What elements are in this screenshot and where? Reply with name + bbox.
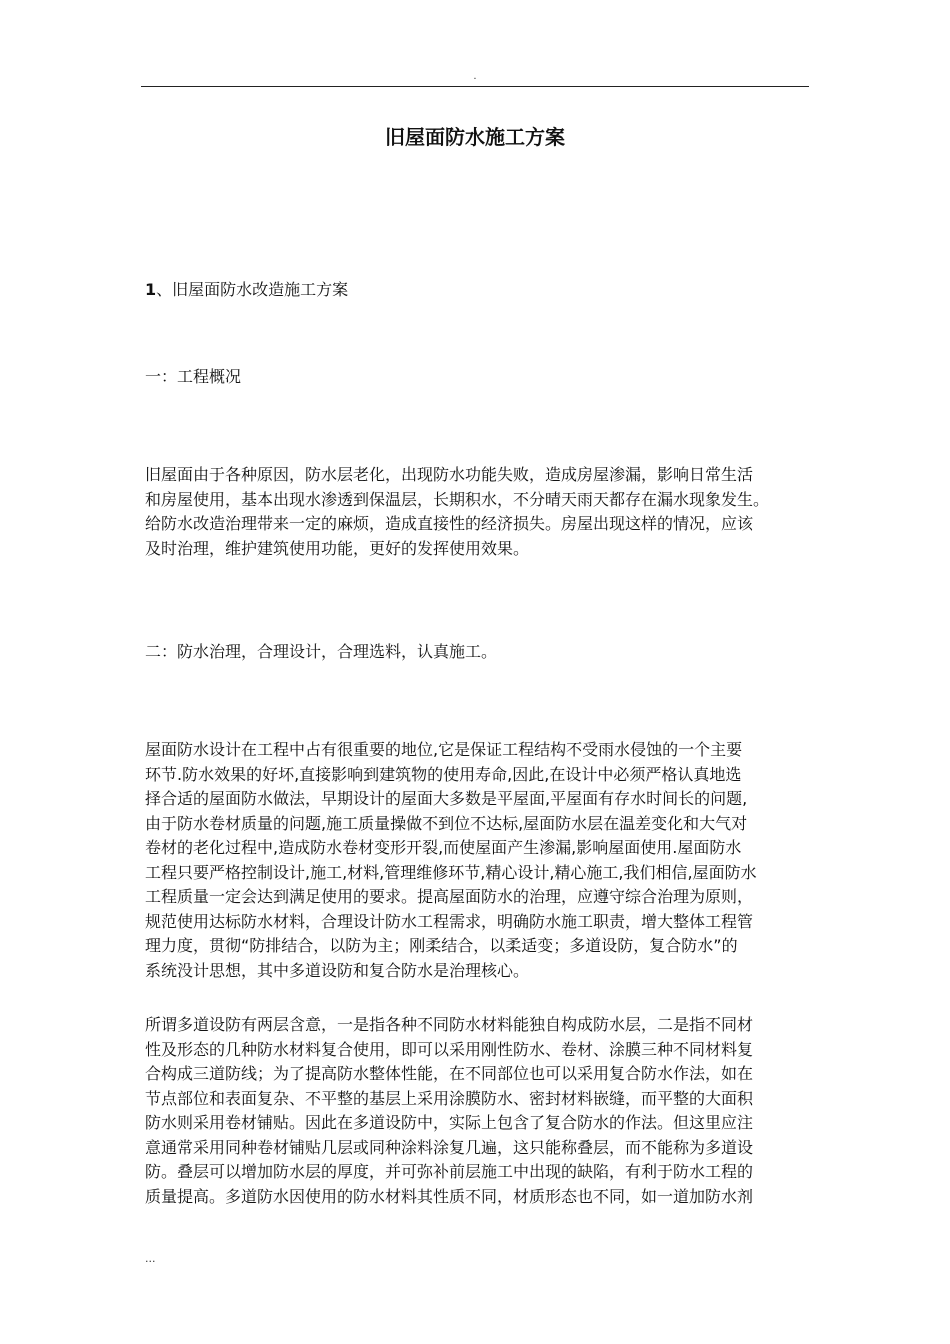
paragraph-line: 工程只要严格控制设计,施工,材料,管理维修环节,精心设计,精心施工,我们相信,屋面防水 xyxy=(145,862,757,882)
heading-treatment: 二：防水治理，合理设计，合理选料，认真施工。 xyxy=(145,642,498,661)
heading-overview: 一：工程概况 xyxy=(145,367,242,386)
paragraph-line: 所谓多道设防有两层含意，一是指各种不同防水材料能独自构成防水层，二是指不同材 xyxy=(145,1015,754,1034)
section-1-text: 、旧屋面防水改造施工方案 xyxy=(156,280,349,299)
paragraph-line: 防水则采用卷材铺贴。因此在多道设防中，实际上包含了复合防水的作法。但这里应注 xyxy=(145,1113,754,1132)
paragraph-line: 性及形态的几种防水材料复合使用，即可以采用刚性防水、卷材、涂膜三种不同材料复 xyxy=(145,1039,754,1059)
header-mark: . xyxy=(473,71,477,82)
section-1-heading xyxy=(145,279,348,301)
paragraph-line: 理力度，贯彻“防排结合，以防为主；刚柔结合，以柔适变；多道设防，复合防水”的 xyxy=(145,936,738,955)
paragraph-line: 规范使用达标防水材料，合理设计防水工程需求，明确防水施工职责，增大整体工程管 xyxy=(145,911,754,931)
paragraph-line: 卷材的老化过程中,造成防水卷材变形开裂,而使屋面产生渗漏,影响屋面使用.屋面防水 xyxy=(145,838,742,857)
paragraph-line: 择合适的屋面防水做法，早期设计的屋面大多数是平屋面,平屋面有存水时间长的问题, xyxy=(145,789,748,808)
paragraph-line: 屋面防水设计在工程中占有很重要的地位,它是保证工程结构不受雨水侵蚀的一个主要 xyxy=(145,740,743,759)
paragraph-line: 质量提高。多道防水因使用的防水材料其性质不同，材质形态也不同，如一道加防水剂 xyxy=(145,1186,754,1206)
paragraph-line: 合构成三道防线；为了提高防水整体性能，在不同部位也可以采用复合防水作法，如在 xyxy=(145,1064,754,1083)
paragraph-line: 给防水改造治理带来一定的麻烦，造成直接性的经济损失。房屋出现这样的情况，应该 xyxy=(145,514,754,533)
paragraph-line: 节点部位和表面复杂、不平整的基层上采用涂膜防水、密封材料嵌缝，而平整的大面积 xyxy=(145,1088,754,1108)
paragraph-line: 旧屋面由于各种原因，防水层老化，出现防水功能失败，造成房屋渗漏，影响日常生活 xyxy=(145,465,754,484)
paragraph-design xyxy=(145,738,809,983)
paragraph-overview xyxy=(145,463,809,561)
footer-mark: ... xyxy=(145,1252,156,1265)
paragraph-line: 意通常采用同种卷材铺贴几层或同种涂料涂复几遍，这只能称叠层，而不能称为多道设 xyxy=(145,1137,754,1157)
section-1-number: 1 xyxy=(145,280,157,299)
paragraph-line: 防。叠层可以增加防水层的厚度，并可弥补前层施工中出现的缺陷，有利于防水工程的 xyxy=(145,1162,754,1181)
paragraph-multi-defense xyxy=(145,1013,809,1209)
paragraph-line: 及时治理，维护建筑使用功能，更好的发挥使用效果。 xyxy=(145,538,530,558)
paragraph-line: 环节.防水效果的好坏,直接影响到建筑物的使用寿命,因此,在设计中必须严格认真地选 xyxy=(145,764,742,784)
paragraph-line: 工程质量一定会达到满足使用的要求。提高屋面防水的治理，应遵守综合治理为原则， xyxy=(145,887,754,906)
paragraph-line: 系统没计思想，其中多道设防和复合防水是治理核心。 xyxy=(145,960,530,980)
document-title: 旧屋面防水施工方案 xyxy=(385,125,565,149)
paragraph-line: 和房屋使用，基本出现水渗透到保温层，长期积水，不分晴天雨天都存在漏水现象发生。 xyxy=(145,489,770,509)
header-rule xyxy=(141,86,809,87)
paragraph-line: 由于防水卷材质量的问题,施工质量操做不到位不达标,屋面防水层在温差变化和大气对 xyxy=(145,813,748,833)
